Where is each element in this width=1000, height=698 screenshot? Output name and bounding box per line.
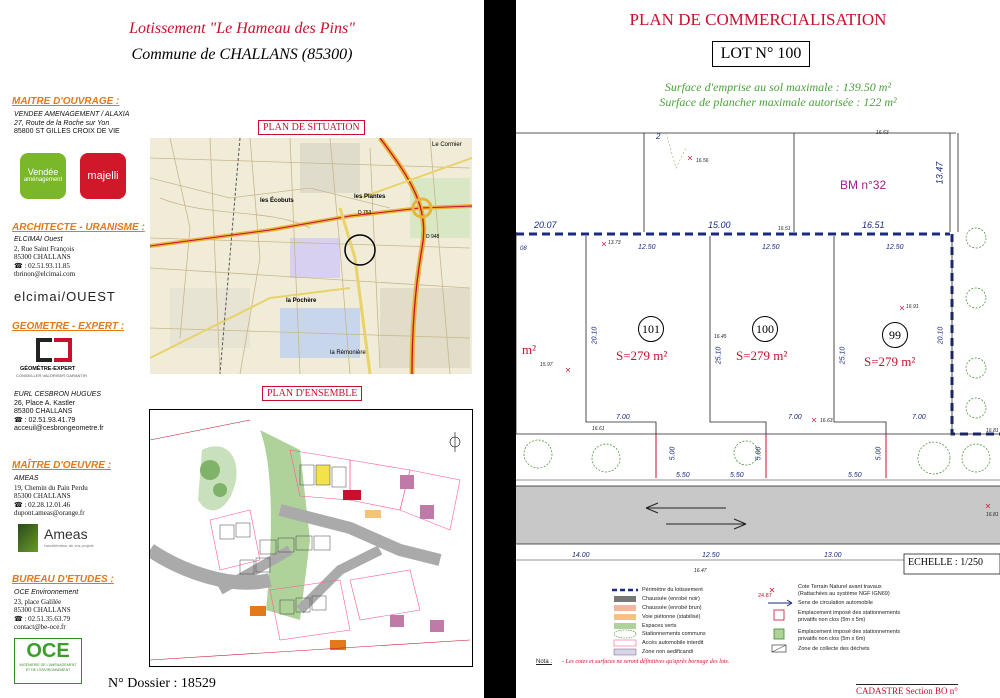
oe-line2: 19, Chemin du Pain Perdu [14, 483, 88, 492]
oce-logo-text: OCE [26, 640, 70, 662]
arch-line3: 85300 CHALLANS [14, 253, 71, 261]
dim-2010a: 20.10 [591, 326, 599, 345]
dim-2: 2 [656, 132, 661, 141]
situation-map [150, 138, 472, 374]
lot-99-surface: S=279 m² [864, 354, 916, 369]
level-1656: 16.56 [696, 158, 709, 164]
legend-dechets: Zone de collecte des déchets [798, 646, 870, 652]
arch-line2: 2, Rue Saint François [14, 244, 75, 253]
lot-101-number[interactable]: 101 [638, 316, 664, 342]
oeuvre-address [14, 475, 88, 518]
level-1661: 16.61 [592, 426, 605, 432]
lot-100-surface: S=279 m² [736, 348, 788, 363]
map-label-d753: D 753 [358, 210, 372, 216]
oeuvre-heading: MAÎTRE D'OEUVRE : [12, 460, 112, 471]
logo1-b: aménagement [23, 177, 63, 183]
level-1373: 13.73 [608, 240, 621, 246]
geometre-heading: GEOMETRE - EXPERT : [12, 321, 125, 332]
arch-line5: tbrinon@elcimai.com [14, 270, 76, 278]
plan-situation-label: PLAN DE SITUATION [258, 120, 365, 135]
et-line5: contact@be-oce.fr [14, 623, 66, 631]
arch-line1: ELCIMAI Ouest [14, 236, 63, 243]
dim-1400: 14.00 [572, 552, 590, 559]
left-sheet [0, 0, 484, 698]
maitre-ouvrage-heading: MAITRE D'OUVRAGE : [12, 96, 120, 107]
map-label-ecobuts: les Écobuts [260, 198, 294, 204]
ameas-logo: Ameas [44, 526, 88, 542]
mo-line3: 85800 ST GILLES CROIX DE VIE [14, 128, 120, 135]
dim-1250a: 12.50 [638, 244, 656, 251]
dim-2510b: 25.10 [839, 346, 847, 365]
mo-line1: VENDEE AMENAGEMENT / ALAXIA [14, 111, 130, 118]
vendee-amenagement-logo [20, 153, 66, 199]
geometre-address [14, 391, 104, 434]
lot-99-number[interactable]: 99 [882, 322, 908, 348]
legend-empl1: Emplacement imposé des stationnements [798, 610, 901, 616]
level-1645: 16.45 [714, 334, 727, 340]
cadastre-label: CADASTRE Section BO n° [856, 686, 958, 696]
level-1651: 16.51 [778, 226, 791, 232]
level-1681b: 16.81 [986, 428, 999, 434]
dim-2007: 20.07 [534, 220, 557, 230]
map-label-d948: D 948 [426, 234, 440, 240]
bm-label: BM n°32 [840, 178, 887, 192]
scale-label: ECHELLE : 1/250 [908, 557, 983, 568]
oce-logo [14, 638, 82, 684]
legend-empl1b: privatifs non clos (5m x 5m) [798, 617, 866, 623]
dim-08: 08 [520, 246, 527, 252]
mo-line2: 27, Route de la Roche sur Yon [14, 119, 110, 127]
ameas-logo-icon [18, 524, 38, 552]
geo-line4: ☎ : 02.51.93.41.79 [14, 416, 76, 424]
architecte-heading: ARCHITECTE - URANISME : [12, 222, 145, 233]
legend-voie: Voie piétonne (stabilisé) [642, 614, 701, 620]
level-1647: 16.47 [694, 568, 707, 574]
level-1691: 16.91 [906, 304, 919, 310]
right-sheet [516, 0, 1000, 698]
etudes-address [14, 589, 78, 632]
dim-1250b: 12.50 [762, 244, 780, 251]
lot-plan [516, 128, 1000, 582]
legend-stationnements: Stationnements communs [642, 631, 706, 637]
legend-chaussee-brun: Chaussée (enrobé brun) [642, 605, 702, 611]
dim-1651: 16.51 [862, 220, 885, 230]
project-subtitle: Commune de CHALLANS (85300) [131, 46, 353, 63]
oe-line3: 85300 CHALLANS [14, 492, 71, 500]
dim-1300: 13.00 [824, 552, 842, 559]
lot-100-number[interactable]: 100 [752, 316, 778, 342]
et-line3: 85300 CHALLANS [14, 606, 71, 614]
oe-line4: ☎ : 02.28.12.01.46 [14, 500, 71, 509]
dim-1500: 15.00 [708, 220, 731, 230]
map-label-pochere: la Pochère [286, 298, 317, 304]
nota-label: Nota : [536, 659, 553, 665]
commercial-title: PLAN DE COMMERCIALISATION [629, 10, 887, 29]
plan-ensemble-label: PLAN D'ENSEMBLE [262, 386, 362, 401]
geo-line1: EURL CESBRON HUGUES [14, 391, 102, 398]
dim-550a: 5.50 [676, 472, 690, 479]
legend-zone: Zone non aedificandi [642, 649, 694, 655]
level-1663: 16.63 [820, 418, 833, 424]
oce-logo-sub: INGÉNIERIE DE L'AMÉNAGEMENT ET DE L'ENVIRONNEMENT [19, 663, 77, 672]
ameas-logo-sub: l'accélérateur de vos projets [44, 543, 94, 548]
maitre-ouvrage-address [14, 111, 129, 137]
legend-cote: Cote Terrain Naturel avant travaux [798, 584, 882, 590]
arch-line4: ☎ : 02.51.93.11.85 [14, 261, 70, 270]
dim-500a: 5.00 [669, 446, 677, 461]
geometre-logo-text: GÉOMÈTRE-EXPERT [20, 366, 76, 372]
legend-chaussee-noir: Chaussée (enrobé noir) [642, 596, 700, 602]
et-line4: ☎ : 02.51.35.63.79 [14, 614, 71, 623]
geo-line5: acceuil@cesbrongeometre.fr [14, 425, 104, 432]
et-line1: OCE Environnement [14, 589, 79, 596]
architecte-address [14, 236, 75, 279]
map-label-remoniere: la Rémonière [330, 350, 366, 356]
etudes-heading: BUREAU D'ETUDES : [12, 574, 114, 585]
dim-2510a: 25.10 [715, 346, 723, 365]
dim-700a: 7.00 [616, 414, 630, 421]
surface-plancher: Surface de plancher maximale autorisée : 122 m² [659, 95, 897, 109]
partial-lot-surface: m² [522, 342, 537, 357]
lot-101-surface: S=279 m² [616, 348, 668, 363]
nota-text: - Les cotes et surfaces ne seront définitives qu'après bornage des lots. [562, 659, 730, 665]
dim-700c: 7.00 [912, 414, 926, 421]
oe-line1: AMEAS [14, 475, 39, 482]
geo-line2: 26, Place A. Kastler [14, 399, 76, 407]
lot-number: LOT N° 100 [712, 41, 810, 67]
majelli-logo: majelli [80, 153, 126, 199]
legend-perimetre: Périmètre du lotissement [642, 587, 703, 593]
legend-sens: Sens de circulation automobile [798, 600, 873, 606]
map-label-cormier: Le Cormier [432, 142, 462, 148]
dossier-number: N° Dossier : 18529 [108, 676, 216, 691]
geo-line3: 85300 CHALLANS [14, 408, 73, 415]
oe-line5: dupont.ameas@orange.fr [14, 509, 85, 517]
surface-emprise: Surface d'emprise au sol maximale : 139.50 m² [664, 80, 892, 94]
level-1597: 15.97 [540, 362, 553, 368]
level-1681a: 16.81 [986, 512, 999, 518]
elcimai-logo: elcimai/OUEST [14, 289, 116, 304]
legend-empl2: Emplacement imposé des stationnements [798, 629, 901, 635]
legend [516, 582, 1000, 672]
level-1653: 16.53 [876, 130, 889, 136]
legend-espaces: Espaces verts [642, 623, 677, 629]
legend-cote-value: 24.87 [758, 593, 772, 599]
dim-500c: 5.00 [875, 446, 883, 461]
geometre-logo-sub: CONSEILLER VALORISER GARANTIR [16, 373, 87, 378]
legend-empl2b: privatifs non clos (5m x 6m) [798, 636, 866, 642]
et-line2: 23, place Galilée [14, 597, 62, 606]
geometre-logo-icon [36, 338, 72, 362]
dim-2010b: 20.10 [937, 326, 945, 345]
dim-1250c: 12.50 [886, 244, 904, 251]
legend-acces: Accès automobile interdit [642, 640, 704, 646]
dim-1250d: 12.50 [702, 552, 720, 559]
dim-700b: 7.00 [788, 414, 802, 421]
logo1-a: Vendée [27, 167, 59, 177]
dim-500b: 5.00 [755, 446, 763, 461]
dim-550c: 5.50 [848, 472, 862, 479]
legend-cote2: (Rattachées au système NGF IGN69) [798, 591, 890, 597]
map-label-plantes: les Plantes [354, 194, 386, 200]
dim-1347: 13.47 [934, 161, 945, 185]
project-title: Lotissement "Le Hameau des Pins" [129, 20, 355, 37]
dim-550b: 5.50 [730, 472, 744, 479]
ensemble-plan [149, 409, 473, 667]
